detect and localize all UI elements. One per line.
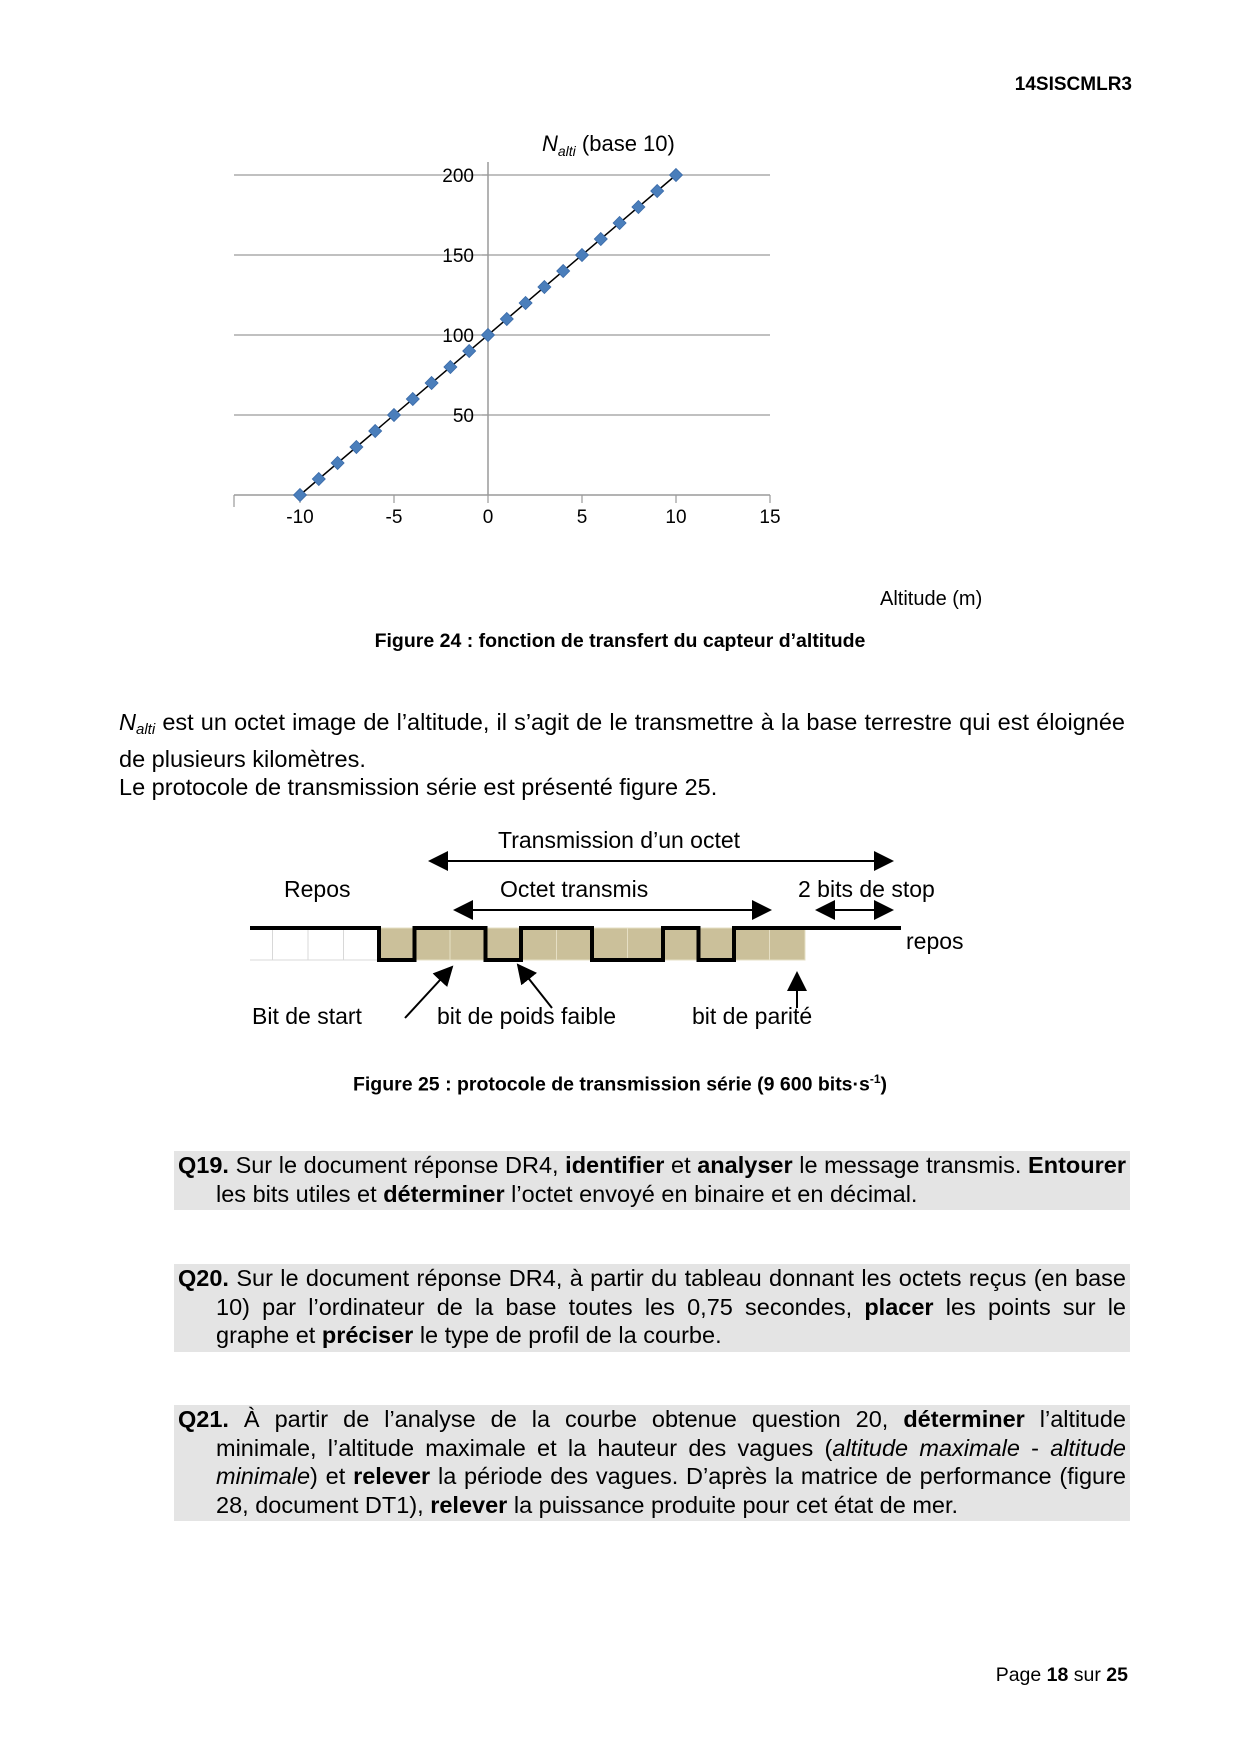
document-reference: 14SISCMLR3 — [1014, 74, 1132, 95]
idle-cell — [273, 928, 309, 960]
x-tick-label: -5 — [385, 507, 403, 528]
intro-line-2: Le protocole de transmission série est présenté figure 25. — [119, 774, 718, 801]
chart-x-label: Altitude (m) — [880, 588, 983, 610]
question-q20-text: Q20. Sur le document réponse DR4, à partir du tableau donnant les octets reçus (en base 10) par l’ordinateur de la base toutes les 0,75 secondes, placer les points sur le graphe et préciser le type de profil de la courbe. — [178, 1265, 1126, 1349]
transfer-function-chart — [220, 130, 1020, 615]
y-tick-label: 150 — [442, 246, 474, 267]
x-tick-label: 0 — [482, 507, 494, 528]
bit-cell — [699, 928, 735, 960]
chart-tick-labels — [286, 166, 780, 528]
x-tick-label: 5 — [576, 507, 588, 528]
question-q20 — [174, 1264, 1130, 1352]
lsb-pointer — [518, 965, 552, 1008]
idle-cell — [250, 928, 273, 960]
question-q19-text: Q19. Sur le document réponse DR4, identifier et analyser le message transmis. Entourer les bits utiles et déterminer l’octet envoyé en binaire et en décimal. — [178, 1152, 1126, 1207]
y-tick-label: 200 — [442, 166, 474, 187]
stop-label: 2 bits de stop — [798, 876, 935, 902]
x-tick-label: -10 — [286, 507, 314, 528]
bit-cell — [521, 928, 557, 960]
figure-25-caption: Figure 25 : protocole de transmission série (9 600 $bits\cdot s^{-1}$) — [352, 1072, 888, 1096]
transmission-label: Transmission d’un octet — [498, 827, 741, 853]
bit-cell — [770, 928, 806, 960]
intro-paragraph — [119, 708, 1125, 802]
figure-24-caption: Figure 24 : fonction de transfert du capteur d’altitude — [374, 630, 866, 652]
bit-cell — [592, 928, 628, 960]
page-footer: Page 18 sur 25 — [995, 1664, 1128, 1686]
intro-line-1: $N_{alti}$ est un octet image de l’altitude, il s’agit de le transmettre à la base terrestre qui est éloignée de plusieurs kilomètres. — [119, 709, 1125, 772]
parity-label: bit de parité — [692, 1003, 813, 1029]
x-tick-label: 15 — [759, 507, 781, 528]
idle-cell — [308, 928, 344, 960]
question-q21 — [174, 1405, 1130, 1521]
bit-cell — [628, 928, 664, 960]
bit-cell — [486, 928, 522, 960]
question-q19 — [174, 1151, 1130, 1210]
bit-cell — [379, 928, 415, 960]
bit-cell — [663, 928, 699, 960]
repos-right-label: repos — [906, 928, 964, 954]
bit-cell — [415, 928, 451, 960]
chart-y-label: $N_{alti}$ (base 10) — [542, 131, 675, 159]
octet-label: Octet transmis — [500, 876, 649, 902]
y-tick-label: 50 — [452, 406, 474, 427]
lsb-label: bit de poids faible — [437, 1003, 617, 1029]
chart-gridlines — [234, 175, 770, 415]
question-q21-text: Q21. À partir de l’analyse de la courbe obtenue question 20, déterminer l’altitude minimale, l’altitude maximale et la hauteur des vagues (altitude maximale - altitude minimale) et relever la période des vagues. D’après la matrice de performance (figure 28, document DT1), relever la puissance produite pour cet état de mer. — [178, 1406, 1127, 1518]
repos-left-label: Repos — [284, 876, 351, 902]
idle-cell — [344, 928, 380, 960]
bit-cell — [734, 928, 770, 960]
x-tick-label: 10 — [665, 507, 687, 528]
serial-protocol-diagram — [250, 825, 1020, 1050]
y-tick-label: 100 — [442, 326, 474, 347]
bit-cell — [450, 928, 486, 960]
bit-cells — [250, 928, 805, 960]
start-label: Bit de start — [252, 1003, 362, 1029]
bit-cell — [557, 928, 593, 960]
